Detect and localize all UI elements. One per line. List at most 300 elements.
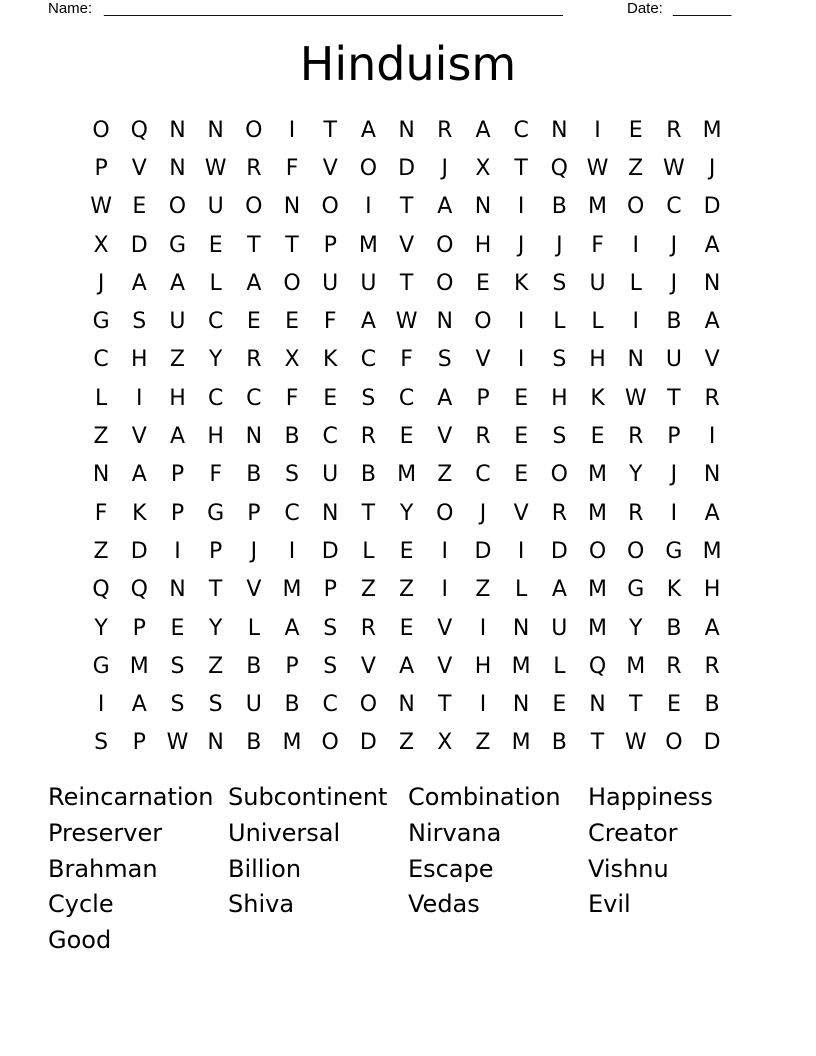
grid-letter: N [703, 462, 721, 488]
grid-letter: O [168, 194, 187, 220]
worksheet-header [48, 0, 748, 20]
grid-letter: L [629, 270, 642, 296]
grid-letter: J [517, 232, 525, 258]
grid-letter: Z [628, 155, 644, 181]
grid-letter: B [360, 462, 376, 488]
grid-letter: V [322, 155, 338, 181]
word-list-item: Happiness [588, 783, 713, 811]
word-list [48, 780, 768, 959]
grid-letter: K [513, 270, 529, 296]
grid-letter: N [245, 424, 263, 450]
grid-letter: N [627, 347, 644, 373]
grid-letter: I [517, 347, 525, 373]
grid-letter: O [283, 270, 301, 296]
grid-letter: M [282, 577, 302, 603]
grid-letter: W [624, 385, 647, 411]
grid-letter: T [590, 730, 605, 756]
grid-letter: H [474, 653, 492, 679]
word-list-item: Subcontinent [228, 783, 388, 811]
grid-letter: P [247, 500, 261, 526]
grid-letter: Z [360, 577, 376, 603]
word-list-item: Preserver [48, 818, 163, 847]
grid-letter: R [246, 347, 262, 373]
grid-letter: I [479, 692, 487, 718]
grid-letter: A [131, 692, 147, 718]
grid-letter: N [512, 615, 530, 641]
grid-letter: A [551, 577, 567, 603]
grid-letter: A [246, 270, 262, 296]
grid-letter: O [92, 117, 110, 143]
grid-letter: C [284, 500, 300, 526]
grid-letter: V [246, 577, 262, 603]
grid-letter: N [474, 194, 492, 220]
word-list-item: Reincarnation [48, 783, 214, 811]
grid-letter: G [168, 232, 186, 258]
grid-letter: L [591, 309, 604, 335]
grid-letter: V [513, 500, 529, 526]
grid-letter: T [285, 232, 299, 258]
grid-letter: S [132, 309, 147, 335]
grid-letter: I [97, 692, 105, 718]
grid-letter: S [208, 692, 223, 718]
grid-letter: T [323, 117, 337, 143]
grid-letter: D [550, 538, 568, 564]
grid-letter: K [666, 577, 682, 603]
grid-letter: D [474, 538, 492, 564]
word-list-item: Escape [408, 854, 494, 883]
grid-letter: D [359, 730, 377, 756]
grid-letter: Y [628, 615, 643, 641]
grid-letter: Z [475, 730, 491, 756]
grid-letter: G [665, 538, 683, 564]
grid-letter: A [360, 117, 376, 143]
grid-letter: E [208, 232, 223, 258]
grid-letter: N [283, 194, 301, 220]
grid-letter: Z [169, 347, 185, 373]
grid-letter: B [284, 424, 300, 450]
grid-letter: W [624, 730, 647, 756]
grid-letter: N [512, 692, 530, 718]
grid-letter: B [704, 692, 720, 718]
grid-letter: I [632, 232, 639, 258]
grid-letter: U [322, 462, 339, 488]
grid-letter: M [588, 462, 608, 488]
grid-letter: T [399, 194, 414, 220]
grid-letter: D [130, 232, 148, 258]
grid-letter: G [207, 500, 225, 526]
grid-letter: S [361, 385, 376, 411]
grid-letter: E [666, 692, 681, 718]
grid-letter: N [207, 730, 224, 756]
grid-letter: R [628, 424, 644, 450]
grid-letter: S [170, 653, 185, 679]
grid-letter: J [250, 538, 258, 564]
puzzle-title: Hinduism [299, 37, 517, 91]
grid-letter: C [360, 347, 377, 373]
grid-letter: Y [94, 615, 108, 641]
grid-letter: U [245, 692, 262, 718]
grid-letter: U [665, 347, 682, 373]
grid-letter: C [475, 462, 491, 488]
letter-grid [82, 111, 731, 762]
word-list-item: Universal [228, 818, 341, 847]
word-list-item: Vishnu [588, 854, 669, 883]
grid-letter: A [704, 500, 720, 526]
grid-letter: E [514, 424, 529, 450]
grid-letter: F [400, 347, 413, 373]
grid-letter: U [360, 270, 377, 296]
grid-letter: R [475, 424, 491, 450]
grid-letter: X [93, 232, 109, 258]
grid-letter: P [667, 424, 681, 450]
word-list-item: Good [48, 926, 112, 955]
grid-letter: A [437, 194, 453, 220]
date-line: _______ [673, 0, 732, 17]
grid-letter: A [284, 615, 300, 641]
grid-letter: I [517, 538, 525, 564]
grid-letter: N [207, 117, 224, 143]
grid-letter: T [438, 692, 452, 718]
grid-letter: G [92, 653, 110, 679]
grid-letter: L [209, 270, 222, 296]
grid-letter: I [517, 309, 525, 335]
grid-letter: T [514, 155, 528, 181]
grid-letter: I [670, 500, 678, 526]
grid-letter: B [666, 615, 682, 641]
grid-letter: Y [208, 615, 223, 641]
grid-letter: N [703, 270, 721, 296]
grid-letter: S [323, 615, 338, 641]
grid-letter: C [513, 117, 529, 143]
grid-letter: P [209, 538, 223, 564]
grid-letter: P [170, 500, 185, 526]
grid-letter: V [475, 347, 491, 373]
word-list-item: Shiva [228, 890, 295, 919]
grid-letter: K [590, 385, 605, 411]
grid-letter: A [437, 385, 453, 411]
grid-letter: J [441, 155, 449, 181]
grid-letter: I [632, 309, 639, 335]
grid-letter: E [399, 424, 414, 450]
word-list-item: Creator [588, 818, 678, 847]
grid-letter: Z [399, 577, 415, 603]
grid-letter: P [323, 232, 337, 258]
grid-letter: T [667, 385, 681, 411]
grid-letter: P [476, 385, 490, 411]
grid-letter: V [437, 615, 453, 641]
grid-letter: Z [93, 424, 109, 450]
grid-letter: O [665, 730, 683, 756]
grid-letter: Z [399, 730, 415, 756]
grid-letter: A [169, 424, 185, 450]
grid-letter: O [245, 194, 263, 220]
grid-letter: E [285, 309, 299, 335]
grid-letter: K [323, 347, 338, 373]
grid-letter: H [169, 385, 186, 411]
grid-letter: O [436, 500, 454, 526]
grid-letter: A [704, 232, 720, 258]
grid-letter: V [131, 424, 147, 450]
grid-letter: O [436, 232, 454, 258]
grid-letter: Q [588, 653, 607, 679]
grid-letter: N [589, 692, 606, 718]
grid-letter: U [322, 270, 339, 296]
grid-letter: A [131, 270, 147, 296]
grid-letter: E [476, 270, 490, 296]
grid-letter: P [132, 730, 146, 756]
grid-letter: R [704, 653, 720, 679]
grid-letter: D [703, 194, 721, 220]
grid-letter: B [551, 730, 567, 756]
grid-letter: O [627, 538, 645, 564]
grid-letter: O [550, 462, 568, 488]
grid-letter: A [169, 270, 185, 296]
grid-letter: O [359, 692, 378, 718]
grid-letter: O [359, 155, 378, 181]
word-list-item: Nirvana [408, 818, 502, 847]
grid-letter: J [479, 500, 487, 526]
grid-letter: C [666, 194, 682, 220]
grid-letter: C [322, 424, 338, 450]
grid-letter: D [398, 155, 416, 181]
grid-letter: T [247, 232, 261, 258]
grid-letter: I [365, 194, 372, 220]
grid-letter: J [556, 232, 563, 258]
grid-letter: B [284, 692, 300, 718]
grid-letter: F [591, 232, 604, 258]
grid-letter: X [437, 730, 453, 756]
grid-letter: E [399, 538, 414, 564]
grid-letter: C [246, 385, 262, 411]
grid-letter: V [399, 232, 415, 258]
grid-letter: O [627, 194, 645, 220]
grid-letter: G [92, 309, 110, 335]
grid-letter: R [704, 385, 720, 411]
grid-letter: L [247, 615, 260, 641]
grid-letter: E [170, 615, 185, 641]
grid-letter: T [208, 577, 223, 603]
grid-letter: M [511, 730, 531, 756]
grid-letter: E [552, 692, 567, 718]
grid-letter: U [589, 270, 606, 296]
name-label: Name: [48, 0, 93, 17]
grid-letter: H [207, 424, 224, 450]
grid-letter: E [246, 309, 261, 335]
grid-letter: H [703, 577, 721, 603]
grid-letter: S [552, 270, 567, 296]
grid-letter: R [666, 653, 682, 679]
grid-letter: C [322, 692, 338, 718]
grid-letter: M [588, 194, 608, 220]
grid-letter: R [360, 615, 377, 641]
grid-letter: E [514, 385, 529, 411]
grid-letter: Z [475, 577, 491, 603]
grid-letter: N [169, 155, 186, 181]
grid-letter: I [594, 117, 601, 143]
date-label: Date: [627, 0, 663, 17]
grid-letter: D [703, 730, 721, 756]
grid-letter: F [285, 385, 299, 411]
grid-letter: C [93, 347, 109, 373]
grid-letter: P [132, 615, 146, 641]
grid-letter: N [92, 462, 110, 488]
grid-letter: Z [93, 538, 109, 564]
grid-letter: S [170, 692, 185, 718]
grid-letter: H [551, 385, 568, 411]
grid-letter: I [174, 538, 181, 564]
grid-letter: F [323, 309, 337, 335]
grid-letter: L [94, 385, 108, 411]
grid-letter: I [708, 424, 716, 450]
grid-letter: I [479, 615, 487, 641]
grid-letter: L [515, 577, 528, 603]
grid-letter: O [588, 538, 607, 564]
grid-letter: V [360, 653, 376, 679]
grid-letter: L [362, 538, 375, 564]
grid-letter: X [284, 347, 300, 373]
grid-letter: F [94, 500, 108, 526]
grid-letter: Q [550, 155, 568, 181]
grid-letter: E [628, 117, 643, 143]
grid-letter: P [94, 155, 108, 181]
grid-letter: T [399, 270, 414, 296]
grid-letter: M [626, 653, 646, 679]
grid-letter: S [94, 730, 109, 756]
grid-letter: N [398, 117, 415, 143]
grid-letter: W [663, 155, 685, 181]
grid-letter: S [552, 424, 567, 450]
grid-letter: C [398, 385, 415, 411]
grid-letter: D [321, 538, 339, 564]
grid-letter: A [704, 309, 720, 335]
grid-letter: P [323, 577, 337, 603]
grid-letter: A [399, 653, 415, 679]
grid-letter: N [551, 117, 568, 143]
word-list-item: Vedas [408, 890, 480, 919]
grid-letter: M [702, 538, 722, 564]
grid-letter: N [321, 500, 339, 526]
grid-letter: H [131, 347, 148, 373]
grid-letter: N [436, 309, 454, 335]
grid-letter: W [586, 155, 609, 181]
word-list-item: Cycle [48, 890, 114, 919]
word-list-item: Brahman [48, 854, 158, 883]
grid-letter: M [397, 462, 417, 488]
grid-letter: J [670, 270, 678, 296]
grid-letter: A [360, 309, 376, 335]
grid-letter: P [170, 462, 185, 488]
grid-letter: M [129, 653, 149, 679]
grid-letter: B [246, 462, 262, 488]
grid-letter: L [553, 309, 566, 335]
grid-letter: N [398, 692, 415, 718]
grid-letter: M [358, 232, 378, 258]
grid-letter: T [361, 500, 376, 526]
grid-letter: J [670, 462, 678, 488]
grid-letter: S [437, 347, 452, 373]
grid-letter: O [321, 730, 339, 756]
grid-letter: R [246, 155, 262, 181]
grid-letter: R [360, 424, 377, 450]
grid-letter: S [552, 347, 567, 373]
grid-letter: E [132, 194, 147, 220]
grid-letter: E [399, 615, 414, 641]
grid-letter: I [288, 117, 296, 143]
grid-letter: W [395, 309, 418, 335]
grid-letter: Y [399, 500, 414, 526]
grid-letter: B [551, 194, 567, 220]
grid-letter: I [441, 577, 449, 603]
grid-letter: O [474, 309, 492, 335]
grid-letter: S [323, 653, 338, 679]
grid-letter: B [246, 653, 262, 679]
grid-letter: M [282, 730, 302, 756]
grid-letter: N [169, 577, 186, 603]
grid-letter: A [704, 615, 720, 641]
grid-letter: K [132, 500, 147, 526]
grid-letter: O [321, 194, 339, 220]
grid-letter: A [131, 462, 147, 488]
grid-letter: E [514, 462, 529, 488]
grid-letter: T [628, 692, 643, 718]
grid-letter: F [209, 462, 222, 488]
grid-letter: A [475, 117, 491, 143]
grid-letter: V [437, 653, 453, 679]
grid-letter: H [474, 232, 492, 258]
grid-letter: U [169, 309, 186, 335]
grid-letter: E [323, 385, 338, 411]
grid-letter: V [437, 424, 453, 450]
word-list-item: Evil [588, 890, 631, 919]
grid-letter: J [670, 232, 678, 258]
grid-letter: W [204, 155, 227, 181]
grid-letter: O [245, 117, 263, 143]
grid-letter: Y [628, 462, 643, 488]
grid-letter: F [285, 155, 299, 181]
grid-letter: Z [437, 462, 453, 488]
word-list-item: Billion [228, 854, 302, 883]
grid-letter: D [130, 538, 148, 564]
grid-letter: M [588, 577, 608, 603]
grid-letter: R [437, 117, 453, 143]
grid-letter: M [511, 653, 531, 679]
grid-letter: S [285, 462, 300, 488]
grid-letter: B [666, 309, 682, 335]
grid-letter: I [441, 538, 449, 564]
grid-letter: Q [92, 577, 110, 603]
grid-letter: G [627, 577, 645, 603]
grid-letter: R [666, 117, 682, 143]
grid-letter: E [590, 424, 605, 450]
grid-letter: C [207, 385, 224, 411]
grid-letter: U [551, 615, 568, 641]
grid-letter: C [207, 309, 224, 335]
word-list-item: Combination [408, 783, 561, 811]
grid-letter: B [246, 730, 262, 756]
grid-letter: Q [130, 117, 148, 143]
grid-letter: R [551, 500, 567, 526]
grid-letter: U [207, 194, 224, 220]
grid-letter: W [166, 730, 189, 756]
grid-letter: Z [208, 653, 224, 679]
grid-letter: H [589, 347, 606, 373]
grid-letter: J [97, 270, 105, 296]
grid-letter: Q [130, 577, 148, 603]
grid-letter: M [588, 615, 608, 641]
grid-letter: I [517, 194, 525, 220]
grid-letter: I [136, 385, 143, 411]
grid-letter: P [285, 653, 299, 679]
